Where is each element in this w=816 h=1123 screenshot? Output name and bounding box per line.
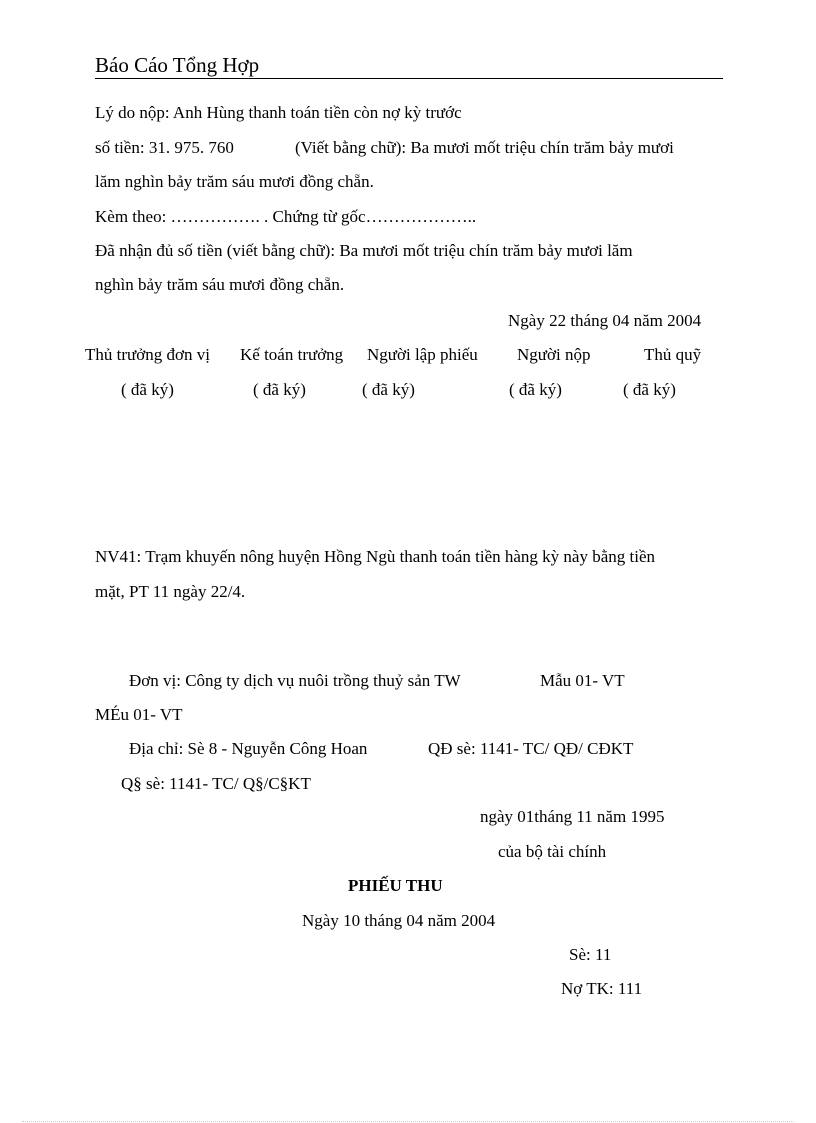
header-divider [95, 78, 723, 79]
transaction-nv41-line2: mặt, PT 11 ngày 22/4. [95, 582, 246, 601]
signer-status-payer: ( đã ký) [509, 380, 562, 399]
received-amount-line2: nghìn bảy trăm sáu mươi đồng chẵn. [95, 275, 345, 294]
debit-account: Nợ TK: 111 [561, 979, 643, 998]
signer-role-payer: Người nộp [517, 345, 591, 364]
decision-number: QĐ sè: 1141- TC/ QĐ/ CĐKT [428, 739, 634, 758]
unit-address: Địa chỉ: Sè 8 - Nguyễn Công Hoan [129, 739, 368, 758]
form-number-garbled: MÉu 01- VT [95, 705, 183, 724]
signer-role-head-of-unit: Thủ trưởng đơn vị [85, 345, 210, 364]
transaction-nv41-line1: NV41: Trạm khuyến nông huyện Hồng Ngù thanh toán tiền hàng kỳ này bằng tiền [95, 547, 655, 566]
page-bottom-divider [22, 1121, 794, 1122]
receipt-date: Ngày 22 tháng 04 năm 2004 [508, 311, 702, 330]
signer-role-chief-accountant: Kế toán trưởng [240, 345, 344, 364]
form-number: Mẫu 01- VT [540, 671, 625, 690]
decision-date: ngày 01tháng 11 năm 1995 [480, 807, 665, 826]
receipt-date-2: Ngày 10 tháng 04 năm 2004 [302, 911, 496, 930]
received-amount-line1: Đã nhận đủ số tiền (viết bằng chữ): Ba mươi mốt triệu chín trăm bảy mươi lăm [95, 241, 633, 260]
receipt-number: Sè: 11 [569, 945, 612, 964]
signer-role-preparer: Người lập phiếu [367, 345, 478, 364]
payment-reason: Lý do nộp: Anh Hùng thanh toán tiền còn nợ kỳ trước [95, 103, 462, 122]
signer-status-chief-accountant: ( đã ký) [253, 380, 306, 399]
amount-in-words-line2: lăm nghìn bảy trăm sáu mươi đồng chẵn. [95, 172, 374, 191]
signer-status-head-of-unit: ( đã ký) [121, 380, 174, 399]
attached-documents: Kèm theo: ……………. . Chứng từ gốc……………….. [95, 207, 477, 226]
document-header-title: Báo Cáo Tổng Hợp [95, 53, 260, 77]
payment-amount: số tiền: 31. 975. 760 [95, 138, 234, 157]
receipt-title: PHIẾU THU [348, 876, 443, 895]
decision-issuer: của bộ tài chính [498, 842, 607, 861]
signer-status-cashier: ( đã ký) [623, 380, 676, 399]
signer-role-cashier: Thủ quỹ [644, 345, 702, 364]
unit-name: Đơn vị: Công ty dịch vụ nuôi trồng thuỷ sản TW [129, 671, 461, 690]
decision-number-garbled: Q§ sè: 1141- TC/ Q§/C§KT [121, 774, 311, 793]
signer-status-preparer: ( đã ký) [362, 380, 415, 399]
amount-in-words-line1: (Viết bằng chữ): Ba mươi mốt triệu chín trăm bảy mươi [295, 138, 674, 157]
